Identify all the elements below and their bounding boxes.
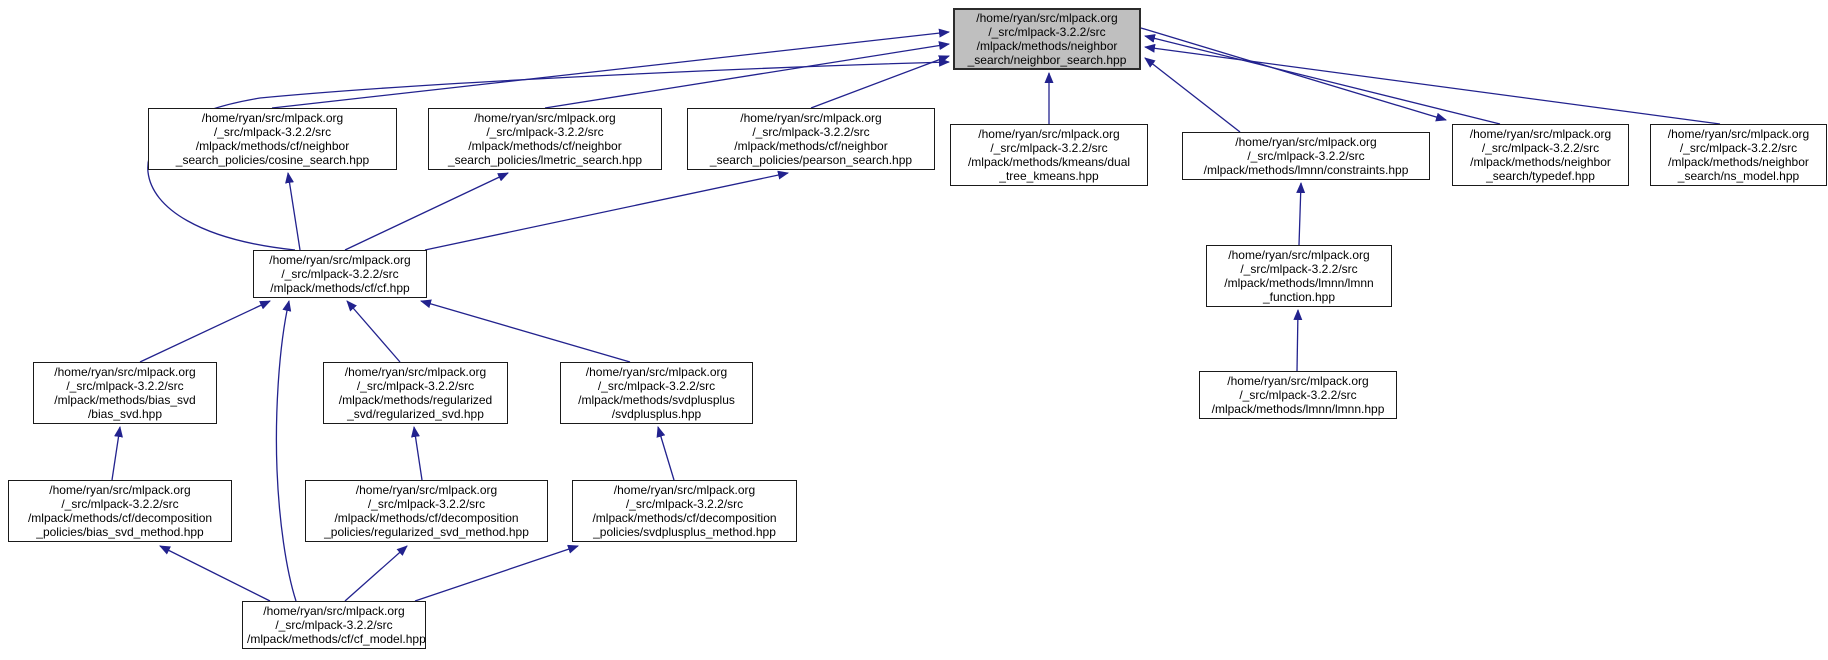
node-lmetric-search-hpp[interactable] <box>428 108 662 170</box>
node-path-line: /mlpack/methods/neighbor <box>1668 155 1809 169</box>
edge-cf-model-to-cf <box>276 301 296 601</box>
node-lmnn-hpp[interactable] <box>1199 371 1397 419</box>
node-path-line: /home/ryan/src/mlpack.org <box>740 111 882 125</box>
node-path-line: _policies/regularized_svd_method.hpp <box>324 525 529 539</box>
node-path-line: /home/ryan/src/mlpack.org <box>201 111 344 125</box>
node-path-line: /mlpack/methods/cf/neighbor <box>468 139 622 153</box>
edge-cf-model-to-svdplusplus-method <box>415 546 578 601</box>
node-path-line: /mlpack/methods/neighbor <box>1470 155 1611 169</box>
node-path-line: /_src/mlpack-3.2.2/src <box>752 125 870 139</box>
node-path-line: /mlpack/methods/cf/decomposition <box>334 511 519 525</box>
node-path-line: /_src/mlpack-3.2.2/src <box>1481 141 1600 155</box>
node-path-line: /_src/mlpack-3.2.2/src <box>988 25 1106 39</box>
node-path-line: _policies/bias_svd_method.hpp <box>36 525 204 539</box>
node-path-line: /mlpack/methods/svdplusplus <box>578 393 735 407</box>
node-path-line: /home/ryan/src/mlpack.org <box>355 483 498 497</box>
node-path-line: /home/ryan/src/mlpack.org <box>613 483 756 497</box>
node-path-line: /home/ryan/src/mlpack.org <box>1667 127 1810 141</box>
node-path-line: _svd/regularized_svd.hpp <box>347 407 484 421</box>
node-path-line: /_src/mlpack-3.2.2/src <box>625 497 744 511</box>
edge-cf-to-pearson-search <box>425 173 788 250</box>
edge-cf-to-cosine-search <box>288 173 300 250</box>
node-path-line: _search/ns_model.hpp <box>1677 169 1800 183</box>
node-path-line: /mlpack/methods/cf/decomposition <box>27 511 213 525</box>
node-path-line: /_src/mlpack-3.2.2/src <box>486 125 604 139</box>
edge-bias-svd-to-cf <box>140 301 270 362</box>
node-path-line: /mlpack/methods/cf/cf.hpp <box>270 281 410 295</box>
node-path-line: /_src/mlpack-3.2.2/src <box>356 379 475 393</box>
node-path-line: /home/ryan/src/mlpack.org <box>978 127 1120 141</box>
node-ns-model-hpp[interactable] <box>1650 124 1827 186</box>
edge-constraints-to-neighbor-search <box>1145 58 1240 132</box>
node-path-line: /bias_svd.hpp <box>87 407 163 421</box>
node-path-line: /home/ryan/src/mlpack.org <box>49 483 191 497</box>
node-path-line: _search_policies/pearson_search.hpp <box>709 153 913 167</box>
edge-regularized-svd-method-to-regularized-svd <box>414 427 422 480</box>
node-path-line: /home/ryan/src/mlpack.org <box>1235 135 1377 149</box>
node-lmnn-function-hpp[interactable] <box>1206 245 1392 307</box>
node-path-line: /home/ryan/src/mlpack.org <box>269 253 411 267</box>
node-path-line: /home/ryan/src/mlpack.org <box>54 365 196 379</box>
node-path-line: /_src/mlpack-3.2.2/src <box>1247 149 1365 163</box>
node-path-line: /mlpack/methods/cf/neighbor <box>195 139 350 153</box>
edge-svdplusplus-to-cf <box>421 301 630 362</box>
node-path-line: /home/ryan/src/mlpack.org <box>1227 374 1369 388</box>
node-path-line: /mlpack/methods/cf/cf_model.hpp <box>247 632 426 646</box>
edge-ns-model-to-neighbor-search <box>1145 47 1720 124</box>
node-path-line: /_src/mlpack-3.2.2/src <box>1240 262 1358 276</box>
node-path-line: _search/neighbor_search.hpp <box>967 53 1127 67</box>
node-dual-tree-kmeans-hpp[interactable] <box>950 124 1148 186</box>
node-neighbor-search-hpp[interactable] <box>953 8 1141 70</box>
edge-cf-model-to-regularized-svd-method <box>345 546 407 601</box>
node-path-line: /_src/mlpack-3.2.2/src <box>281 267 399 281</box>
node-path-line: /mlpack/methods/lmnn/constraints.hpp <box>1203 163 1409 177</box>
node-path-line: /svdplusplus.hpp <box>611 407 702 421</box>
node-path-line: /mlpack/methods/cf/decomposition <box>592 511 777 525</box>
node-path-line: _search_policies/lmetric_search.hpp <box>447 153 643 167</box>
node-path-line: /mlpack/methods/bias_svd <box>54 393 196 407</box>
edge-regularized-svd-to-cf <box>347 301 400 362</box>
node-path-line: /home/ryan/src/mlpack.org <box>474 111 616 125</box>
edge-cosine-search-to-neighbor-search <box>272 32 949 108</box>
node-path-line: /home/ryan/src/mlpack.org <box>344 365 487 379</box>
edge-svdplusplus-method-to-svdplusplus <box>658 427 674 480</box>
node-path-line: /mlpack/methods/regularized <box>338 393 493 407</box>
node-path-line: /_src/mlpack-3.2.2/src <box>367 497 486 511</box>
node-pearson-search-hpp[interactable] <box>687 108 935 170</box>
edge-cf-to-lmetric-search <box>345 173 508 250</box>
node-path-line: /mlpack/methods/neighbor <box>976 39 1118 53</box>
node-path-line: _function.hpp <box>1262 290 1336 304</box>
node-path-line: /home/ryan/src/mlpack.org <box>263 604 405 618</box>
node-path-line: /_src/mlpack-3.2.2/src <box>213 125 332 139</box>
node-path-line: _policies/svdplusplus_method.hpp <box>593 525 776 539</box>
node-path-line: _search_policies/cosine_search.hpp <box>175 153 370 167</box>
edge-typedef-to-neighbor-search <box>1145 36 1500 124</box>
node-typedef-hpp[interactable] <box>1452 124 1629 186</box>
node-path-line: /home/ryan/src/mlpack.org <box>585 365 728 379</box>
node-path-line: /_src/mlpack-3.2.2/src <box>275 618 393 632</box>
edge-neighbor-search-to-typedef <box>1141 28 1446 120</box>
node-cosine-search-hpp[interactable] <box>148 108 397 170</box>
node-cf-hpp[interactable] <box>253 250 427 298</box>
node-path-line: /mlpack/methods/lmnn/lmnn.hpp <box>1211 402 1385 416</box>
node-path-line: /_src/mlpack-3.2.2/src <box>1239 388 1357 402</box>
node-path-line: /mlpack/methods/cf/neighbor <box>734 139 888 153</box>
node-path-line: /_src/mlpack-3.2.2/src <box>1679 141 1798 155</box>
node-path-line: /_src/mlpack-3.2.2/src <box>66 379 184 393</box>
node-bias-svd-hpp[interactable] <box>33 362 217 424</box>
node-regularized-svd-hpp[interactable] <box>323 362 508 424</box>
node-svdplusplus-hpp[interactable] <box>560 362 753 424</box>
node-path-line: /home/ryan/src/mlpack.org <box>1228 248 1370 262</box>
node-bias-svd-method-hpp[interactable] <box>8 480 232 542</box>
node-path-line: /mlpack/methods/kmeans/dual <box>967 155 1131 169</box>
node-path-line: /_src/mlpack-3.2.2/src <box>61 497 179 511</box>
node-path-line: /home/ryan/src/mlpack.org <box>976 11 1118 25</box>
node-cf-model-hpp[interactable] <box>242 601 426 649</box>
node-regularized-svd-method-hpp[interactable] <box>305 480 548 542</box>
node-path-line: /_src/mlpack-3.2.2/src <box>597 379 716 393</box>
edge-cf-model-to-bias-svd-method <box>160 546 270 601</box>
edge-lmnn-function-to-constraints <box>1299 183 1301 245</box>
node-path-line: /home/ryan/src/mlpack.org <box>1469 127 1612 141</box>
node-path-line: /mlpack/methods/lmnn/lmnn <box>1224 276 1374 290</box>
node-path-line: /_src/mlpack-3.2.2/src <box>990 141 1108 155</box>
edge-bias-svd-method-to-bias-svd <box>112 427 120 480</box>
node-constraints-hpp[interactable] <box>1182 132 1430 180</box>
node-path-line: _search/typedef.hpp <box>1486 169 1595 183</box>
edge-lmnn-to-lmnn-function <box>1297 310 1298 371</box>
node-path-line: _tree_kmeans.hpp <box>999 169 1099 183</box>
node-svdplusplus-method-hpp[interactable] <box>572 480 797 542</box>
